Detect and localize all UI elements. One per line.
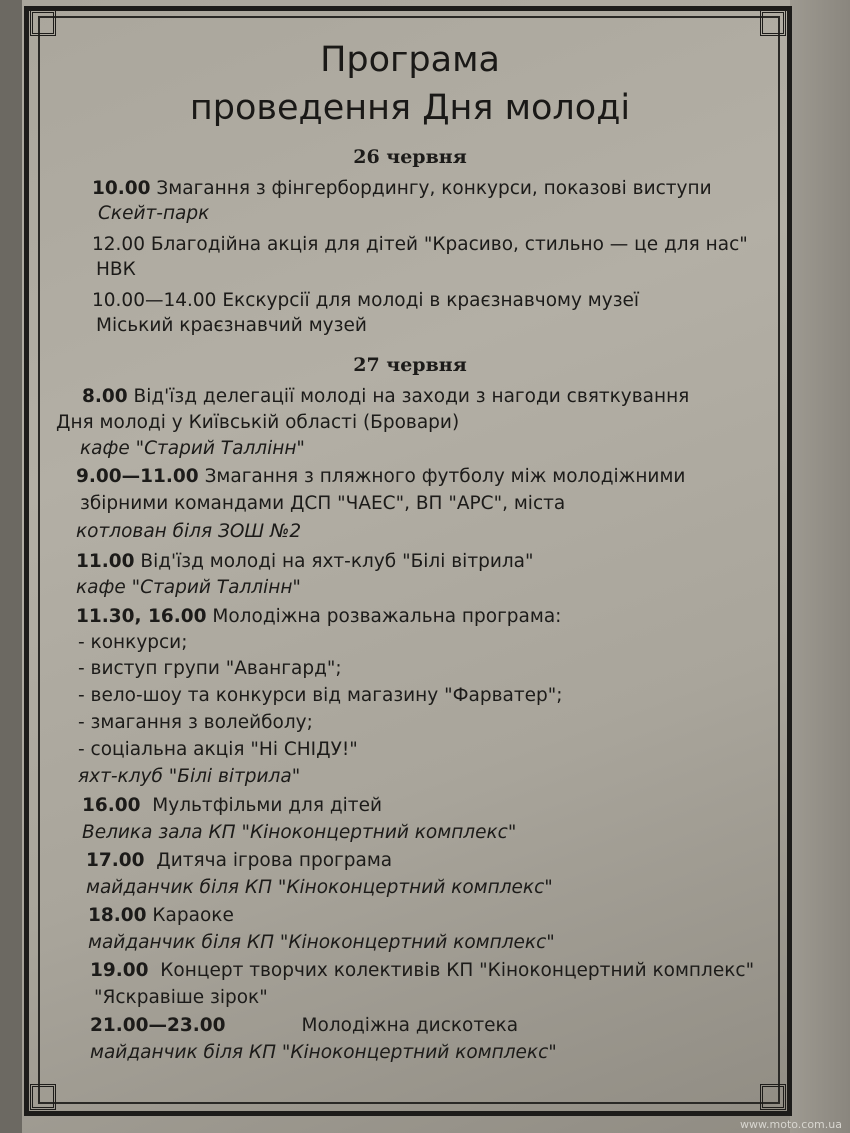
event-location: яхт-клуб "Білі вітрила" xyxy=(78,766,301,787)
event-time-text xyxy=(76,549,534,575)
event-text-continued: Дня молоді у Київській області (Бровари) xyxy=(56,412,460,433)
event-location: Міський краєзнавчий музей xyxy=(96,315,367,336)
event-text: Змагання з пляжного футболу між молодіжними xyxy=(204,466,686,487)
adjacent-page-edge xyxy=(790,0,850,1133)
date-heading-26: 26 червня xyxy=(353,146,467,168)
event-location: котлован біля ЗОШ №2 xyxy=(76,521,302,542)
event-time: 17.00 xyxy=(86,850,145,871)
event-text: Мультфільми для дітей xyxy=(152,795,382,816)
program-item: - вело-шоу та конкурси від магазину "Фарватер"; xyxy=(78,685,563,706)
event-text: Молодіжна розважальна програма: xyxy=(212,606,562,627)
event-location: НВК xyxy=(96,259,136,280)
event-time: 18.00 xyxy=(88,905,147,926)
program-item: - змагання з волейболу; xyxy=(78,712,313,733)
event-time: 16.00 xyxy=(82,795,141,816)
event-time: 12.00 xyxy=(92,234,145,255)
event-text: Концерт творчих колективів КП "Кіноконцертний комплекс" xyxy=(160,960,755,981)
page-title xyxy=(50,36,770,132)
event-time: 10.00—14.00 xyxy=(92,290,217,311)
left-shadow xyxy=(0,0,22,1133)
event-time-text xyxy=(82,384,689,410)
event-text: Благодійна акція для дітей "Красиво, стильно — це для нас" xyxy=(150,234,748,255)
title-line-2: проведення Дня молоді xyxy=(189,88,631,128)
program-item: - соціальна акція "Ні СНІДУ!" xyxy=(78,739,358,760)
event-location: кафе "Старий Таллінн" xyxy=(80,438,305,459)
event-time-text xyxy=(82,793,382,819)
event-time-text xyxy=(92,288,639,314)
watermark: www.moto.com.ua xyxy=(740,1118,842,1131)
event-time: 21.00—23.00 xyxy=(90,1015,226,1036)
event-text-continued: збірними командами ДСП "ЧАЕС", ВП "АРС", міста xyxy=(80,493,566,514)
event-location: Скейт-парк xyxy=(98,203,210,224)
event-time-text xyxy=(86,848,392,874)
event-time-text xyxy=(76,604,561,630)
event-text: Караоке xyxy=(152,905,234,926)
event-time-text xyxy=(90,1013,518,1039)
event-time-text xyxy=(88,903,234,929)
event-location: кафе "Старий Таллінн" xyxy=(76,577,301,598)
event-time: 9.00—11.00 xyxy=(76,466,199,487)
event-text: Молодіжна дискотека xyxy=(301,1015,519,1036)
program-item: - виступ групи "Авангард"; xyxy=(78,658,342,679)
event-location: майданчик біля КП "Кіноконцертний комплекс" xyxy=(88,932,555,953)
event-time-text xyxy=(76,464,685,490)
event-text: Від'їзд делегації молоді на заходи з нагоди святкування xyxy=(133,386,690,407)
program-item: - конкурси; xyxy=(78,632,188,653)
event-time: 10.00 xyxy=(92,178,151,199)
event-time-text xyxy=(92,232,748,258)
event-text: Змагання з фінгербордингу, конкурси, показові виступи xyxy=(156,178,712,199)
event-text-continued: "Яскравіше зірок" xyxy=(94,987,268,1008)
event-time-text xyxy=(92,176,712,202)
event-time: 11.00 xyxy=(76,551,135,572)
event-location: Велика зала КП "Кіноконцертний комплекс" xyxy=(82,822,517,843)
event-text: Від'їзд молоді на яхт-клуб "Білі вітрила" xyxy=(140,551,534,572)
event-time-text xyxy=(90,958,754,984)
event-text: Дитяча ігрова програма xyxy=(156,850,393,871)
event-time: 11.30, 16.00 xyxy=(76,606,207,627)
date-heading-27: 27 червня xyxy=(353,354,467,376)
event-location: майданчик біля КП "Кіноконцертний комплекс" xyxy=(90,1042,557,1063)
title-line-1: Програма xyxy=(320,40,500,80)
event-location: майданчик біля КП "Кіноконцертний комплекс" xyxy=(86,877,553,898)
event-time: 8.00 xyxy=(82,386,128,407)
event-time: 19.00 xyxy=(90,960,149,981)
program-content xyxy=(50,30,770,1090)
event-text: Екскурсії для молоді в краєзнавчому музеї xyxy=(222,290,640,311)
